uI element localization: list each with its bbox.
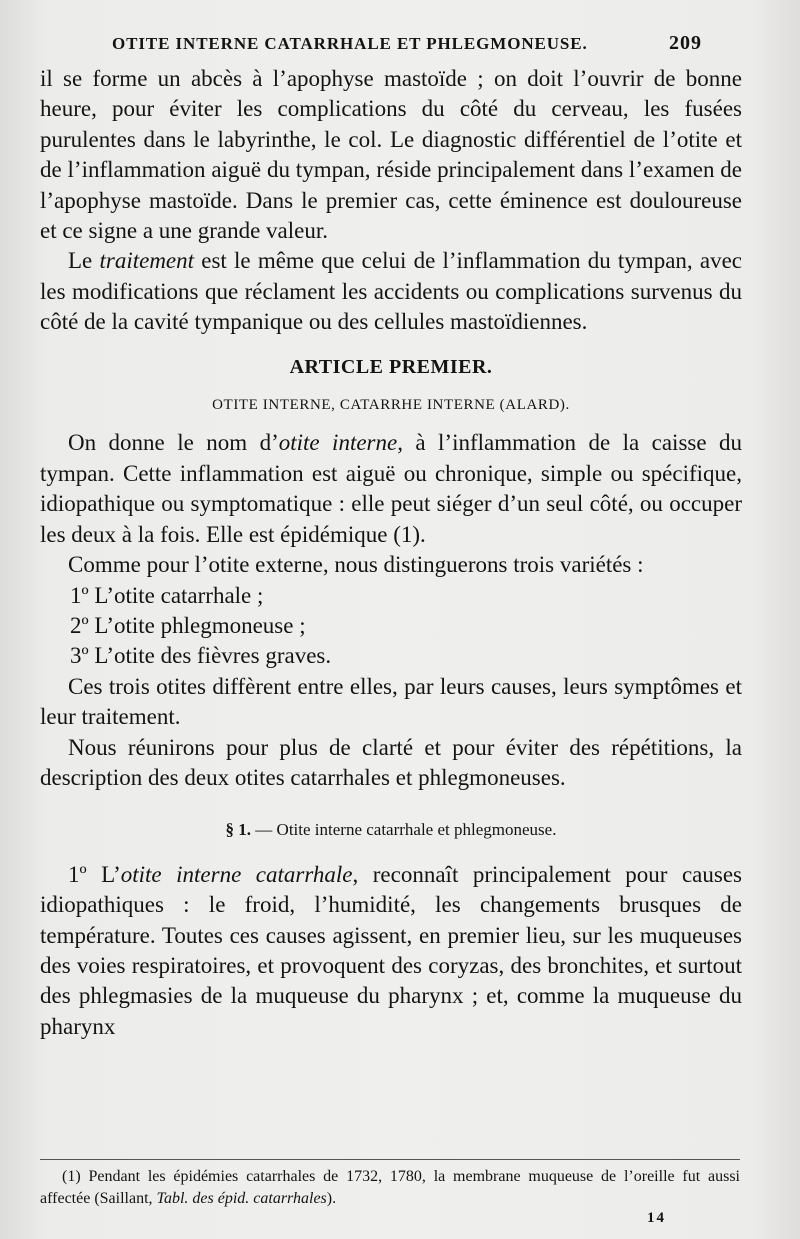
paragraph-2 [40, 246, 742, 337]
paragraph-3-start: On donne le nom d’ [68, 430, 279, 456]
list-item: 2º L’otite phlegmoneuse ; [70, 612, 306, 638]
list-item: 1º L’otite catarrhale ; [70, 582, 264, 608]
paragraph-5: Ces trois otites diffèrent entre elles, par leurs causes, leurs symptômes et leur traitement. [40, 673, 742, 730]
paragraph-3 [40, 428, 742, 550]
paragraph-7-start: 1º L’ [68, 861, 121, 887]
paragraph-7 [40, 860, 742, 1042]
paragraph-3-end: à l’inflammation de la caisse du tympan. Cette inflammation est aiguë ou chronique, simple ou spécifique, idiopathique ou symptomatique : elle peut siéger d’un seul côté, ou occuper les deux à la fois. Elle est épidémique (1). [40, 430, 742, 547]
section-mark: § 1. [225, 820, 252, 840]
footnote [40, 1159, 740, 1210]
article-subheading: OTITE INTERNE, CATARRHE INTERNE (ALARD). [212, 397, 570, 414]
list-item: 3º L’otite des fièvres graves. [70, 643, 332, 669]
footnote-end: ). [326, 1190, 337, 1207]
footnote-text [40, 1166, 740, 1210]
section-title: — Otite interne catarrhale et phlegmoneuse. [251, 820, 557, 840]
running-header [0, 28, 800, 62]
paragraph-3-italic: otite interne, [278, 430, 403, 456]
signature-mark: 14 [647, 1210, 666, 1226]
paragraph-2-start: Le [68, 248, 100, 274]
paragraph-7-italic: otite interne catarrhale [120, 861, 353, 887]
article-heading: ARTICLE PREMIER. [289, 355, 493, 378]
paragraph-4: Comme pour l’otite externe, nous distinguerons trois variétés : [68, 552, 644, 578]
footnote-start: (1) Pendant les épidémies catarrhales de 1732, 1780, la membrane muqueuse de l’oreille fut aussi affectée (Saillant, [40, 1168, 740, 1207]
main-text [40, 64, 742, 1042]
paragraph-1: il se forme un abcès à l’apophyse mastoïde ; on doit l’ouvrir de bonne heure, pour éviter les complications du côté du cerveau, les fusées purulentes dans le labyrinthe, le col. Le diagnostic différentiel de l’otite et de l’inflammation aiguë du tympan, réside principalement dans l’examen de l’apophyse mastoïde. Dans le premier cas, cette éminence est douloureuse et ce signe a une grande valeur. [40, 66, 742, 244]
section-heading [40, 815, 742, 845]
paragraph-6: Nous réunirons pour plus de clarté et pour éviter des répétitions, la description des deux otites catarrhales et phlegmoneuses. [40, 734, 742, 790]
footnote-italic: Tabl. des épid. catarrhales [156, 1190, 327, 1207]
paragraph-2-end: est le même que celui de l’inflammation du tympan, avec les modifications que réclament les accidents ou complications survenus du côté de la cavité tympanique ou des cellules mastoïdiennes. [40, 248, 742, 335]
paragraph-2-italic: traitement [99, 248, 195, 274]
paragraph-7-end: , reconnaît principalement pour causes idiopathiques : le froid, l’humidité, les changements brusques de température. Toutes ces causes agissent, en premier lieu, sur les muqueuses des voies respiratoires, et provoquent des coryzas, des bronchites, et surtout des phlegmasies de la muqueuse du pharynx ; et, comme la muqueuse du pharynx [40, 861, 742, 1039]
running-title: OTITE INTERNE CATARRHALE ET PHLEGMONEUSE. [112, 34, 588, 53]
page-number: 209 [669, 32, 702, 54]
